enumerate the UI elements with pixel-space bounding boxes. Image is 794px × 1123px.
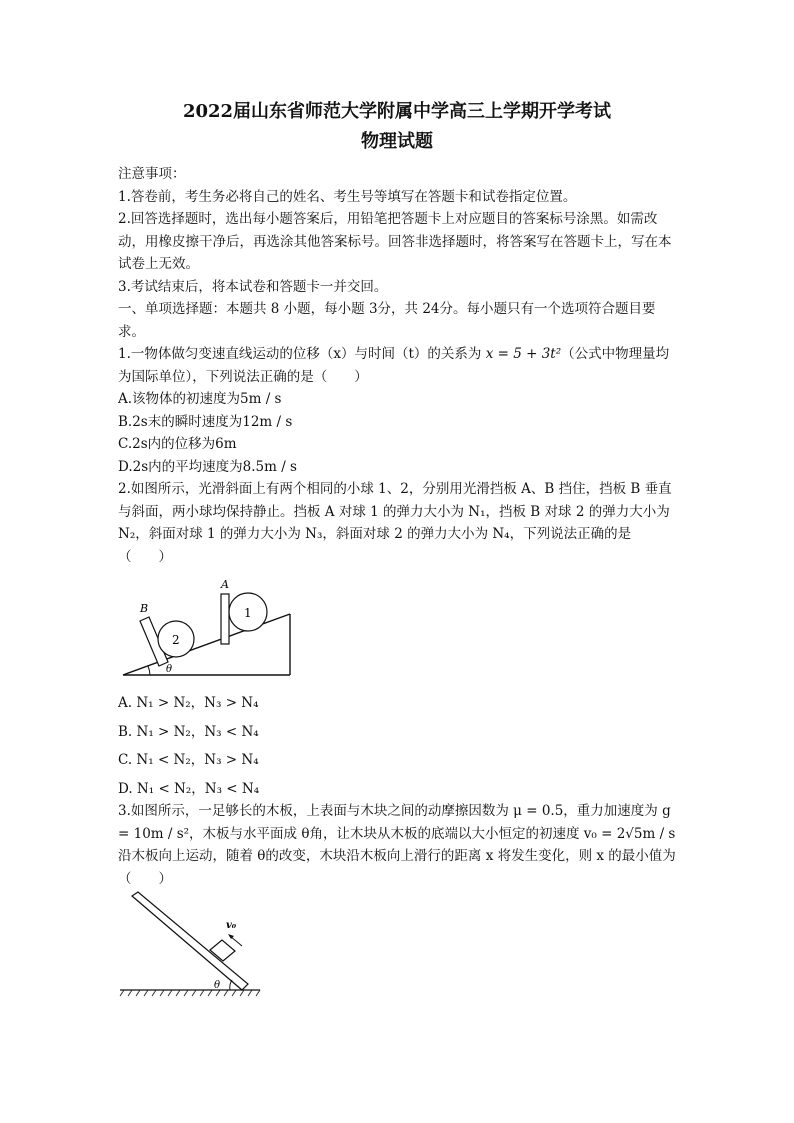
ground-hatching bbox=[120, 990, 260, 996]
angle-label: θ bbox=[214, 980, 221, 991]
question-3-stem: 3.如图所示，一足够长的木板，上表面与木块之间的动摩擦因数为 μ = 0.5，重力加速度为 g = 10m / s²，木板与水平面成 θ角，让木块从木板的底端以大小恒定的初速度 v₀ = 2√5m / s 沿木板向上运动，随着 θ的改变，木块沿木板向上滑行的距离 x 将发生变化，则 x 的最小值为（ ） bbox=[118, 803, 676, 887]
q2-option-b: B. N₁ > N₂，N₃ < N₄ bbox=[118, 723, 259, 740]
q1-option-b: B.2s末的瞬时速度为12m / s bbox=[118, 413, 293, 430]
notes-heading: 注意事项： bbox=[118, 166, 186, 182]
ball-2-label: 2 bbox=[172, 633, 180, 647]
q1-stem-b: （公式中物理量均为国际单位），下列说法正确的是（ ） bbox=[118, 346, 670, 385]
q2-option-c: C. N₁ < N₂，N₃ > N₄ bbox=[118, 752, 259, 768]
question-1-stem bbox=[118, 343, 678, 388]
board bbox=[132, 892, 248, 990]
q2-option-a: A. N₁ > N₂，N₃ > N₄ bbox=[118, 695, 259, 711]
q2-option-d: D. N₁ < N₂，N₃ < N₄ bbox=[118, 780, 260, 797]
section-title: 一、单项选择题：本题共 8 小题，每小题 3分，共 24分。每小题只有一个选项符合题目要求。 bbox=[118, 301, 656, 340]
exam-body bbox=[118, 163, 678, 1000]
ball-1-label: 1 bbox=[244, 606, 252, 620]
angle-arc bbox=[230, 980, 232, 990]
q1-option-d: D.2s内的平均速度为8.5m / s bbox=[118, 458, 297, 475]
q1-option-a: A.该物体的初速度为5m / s bbox=[118, 391, 282, 407]
angle-arc bbox=[148, 666, 150, 675]
board-a bbox=[221, 594, 229, 644]
v0-label: v₀ bbox=[226, 920, 237, 931]
inclined-board-figure bbox=[118, 890, 268, 1000]
incline-balls-figure bbox=[118, 568, 318, 686]
q1-option-c: C.2s内的位移为6m bbox=[118, 436, 237, 452]
exam-title: 2022届山东省师范大学附属中学高三上学期开学考试 bbox=[182, 101, 612, 122]
angle-label: θ bbox=[166, 664, 173, 675]
board-b-label: B bbox=[140, 602, 149, 615]
subject-title: 物理试题 bbox=[361, 131, 433, 152]
note-item: 2.回答选择题时，选出每小题答案后，用铅笔把答题卡上对应题目的答案标号涂黑。如需改动，用橡皮擦干净后，再选涂其他答案标号。回答非选择题时，将答案写在答题卡上，写在本试卷上无效。 bbox=[118, 211, 672, 272]
question-2-stem: 2.如图所示，光滑斜面上有两个相同的小球 1、2，分别用光滑挡板 A、B 挡住，挡板 B 垂直与斜面，两小球均保持静止。挡板 A 对球 1 的弹力大小为 N₁，挡板 B 对球 2 的弹力大小为 N₂，斜面对球 1 的弹力大小为 N₃，斜面对球 2 的弹力大小为 N₄，下列说法正确的是（ ） bbox=[118, 481, 672, 565]
note-item: 1.答卷前，考生务必将自己的姓名、考生号等填写在答题卡和试卷指定位置。 bbox=[118, 188, 577, 205]
q1-stem-a: 1.一物体做匀变速直线运动的位移（x）与时间（t）的关系为 bbox=[118, 346, 486, 362]
board-a-label: A bbox=[221, 578, 229, 591]
note-item: 3.考试结束后，将本试卷和答题卡一并交回。 bbox=[118, 278, 388, 295]
q1-formula: x = 5 + 3t² bbox=[485, 346, 562, 362]
